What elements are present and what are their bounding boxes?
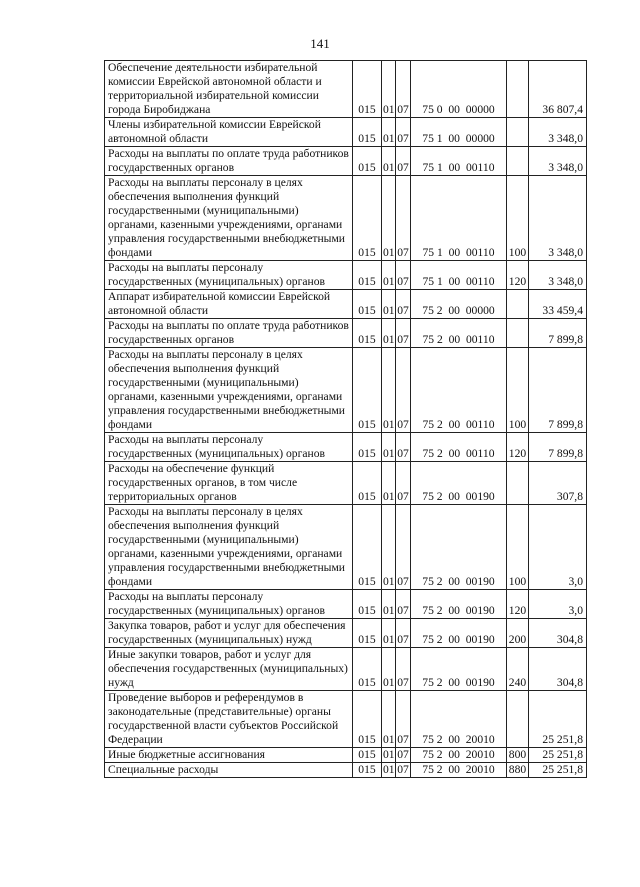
target-article-cell: 75 2 00 00190 bbox=[411, 505, 507, 590]
subsection-code-cell: 07 bbox=[396, 261, 411, 290]
row-name-cell: Обеспечение деятельности избирательной комиссии Еврейской автономной области и территориальной избирательной комиссии города Биробиджана bbox=[105, 61, 353, 118]
expense-type-cell bbox=[507, 290, 529, 319]
section-code-cell: 01 bbox=[382, 619, 396, 648]
subsection-code-cell: 07 bbox=[396, 462, 411, 505]
amount-cell: 7 899,8 bbox=[529, 348, 587, 433]
expense-type-cell: 240 bbox=[507, 648, 529, 691]
row-name-cell: Проведение выборов и референдумов в законодательные (представительные) органы государственной власти субъектов Российской Федерации bbox=[105, 691, 353, 748]
amount-cell: 7 899,8 bbox=[529, 319, 587, 348]
section-code-cell: 01 bbox=[382, 319, 396, 348]
amount-cell: 3,0 bbox=[529, 505, 587, 590]
table-row bbox=[105, 648, 587, 691]
amount-cell: 3 348,0 bbox=[529, 176, 587, 261]
amount-cell: 3 348,0 bbox=[529, 147, 587, 176]
subsection-code-cell: 07 bbox=[397, 748, 409, 761]
ministry-code-cell: 015 bbox=[353, 348, 382, 433]
subsection-code-cell: 07 bbox=[396, 290, 411, 319]
target-article-cell: 75 1 00 00110 bbox=[411, 261, 507, 290]
section-code-cell: 01 bbox=[382, 147, 396, 176]
target-article-cell: 75 2 00 00110 bbox=[411, 433, 507, 462]
target-article-cell: 75 2 00 00110 bbox=[411, 348, 507, 433]
subsection-code-cell: 07 bbox=[396, 433, 411, 462]
section-code-cell: 01 bbox=[382, 118, 396, 147]
row-name-cell: Расходы на выплаты персоналу в целях обеспечения выполнения функций государственными (муниципальными) органами, казенными учреждениями, органами управления государственными внебюджетными фондами bbox=[105, 176, 353, 261]
expense-type-cell: 880 bbox=[507, 763, 529, 778]
section-code-cell: 01 bbox=[382, 290, 396, 319]
target-article-cell: 75 1 00 00110 bbox=[411, 176, 507, 261]
amount-cell: 3 348,0 bbox=[529, 261, 587, 290]
expense-type-cell: 120 bbox=[507, 261, 529, 290]
ministry-code-cell: 015 bbox=[353, 505, 382, 590]
table-row bbox=[105, 590, 587, 619]
table-row bbox=[105, 176, 587, 261]
expense-type-cell: 120 bbox=[507, 433, 529, 462]
table-row bbox=[105, 290, 587, 319]
table-row bbox=[105, 763, 587, 778]
row-name-cell: Расходы на выплаты персоналу в целях обеспечения выполнения функций государственными (муниципальными) органами, казенными учреждениями, органами управления государственными внебюджетными фондами bbox=[105, 505, 353, 590]
subsection-code-cell: 07 bbox=[396, 147, 411, 176]
target-article-cell: 75 2 00 00190 bbox=[411, 590, 507, 619]
section-code-cell: 01 bbox=[382, 176, 396, 261]
section-code-cell: 01 bbox=[383, 748, 395, 761]
row-name-cell: Расходы на выплаты персоналу государственных (муниципальных) органов bbox=[105, 590, 353, 619]
target-article-cell: 75 1 00 00000 bbox=[411, 118, 507, 147]
amount-cell: 304,8 bbox=[529, 619, 587, 648]
expense-type-cell: 100 bbox=[507, 176, 529, 261]
table-row bbox=[105, 319, 587, 348]
expense-type-cell bbox=[507, 462, 529, 505]
subsection-code-cell: 07 bbox=[396, 691, 411, 748]
subsection-code-cell: 07 bbox=[396, 590, 411, 619]
ministry-code-cell: 015 bbox=[353, 691, 382, 748]
ministry-code-cell: 015 bbox=[353, 147, 382, 176]
page-number: 141 bbox=[310, 36, 330, 51]
expense-type-cell bbox=[507, 61, 529, 118]
table-row bbox=[105, 261, 587, 290]
expense-type-cell: 100 bbox=[507, 348, 529, 433]
section-code-cell: 01 bbox=[382, 590, 396, 619]
section-code-cell: 01 bbox=[383, 763, 395, 776]
amount-cell: 7 899,8 bbox=[529, 433, 587, 462]
amount-cell: 25 251,8 bbox=[529, 763, 587, 778]
target-article-cell: 75 2 00 00190 bbox=[411, 648, 507, 691]
row-name-cell: Расходы на выплаты персоналу в целях обеспечения выполнения функций государственными (муниципальными) органами, казенными учреждениями, органами управления государственными внебюджетными фондами bbox=[105, 348, 353, 433]
row-name-cell: Расходы на выплаты по оплате труда работников государственных органов bbox=[105, 147, 353, 176]
ministry-code-cell: 015 bbox=[353, 619, 382, 648]
expense-type-cell bbox=[507, 691, 529, 748]
row-name-cell: Аппарат избирательной комиссии Еврейской автономной области bbox=[105, 290, 353, 319]
table-row bbox=[105, 147, 587, 176]
subsection-code-cell: 07 bbox=[396, 648, 411, 691]
subsection-code-cell: 07 bbox=[396, 118, 411, 147]
row-name-cell: Расходы на выплаты по оплате труда работников государственных органов bbox=[105, 319, 353, 348]
expense-type-cell bbox=[507, 147, 529, 176]
ministry-code-cell: 015 bbox=[353, 590, 382, 619]
section-code-cell: 01 bbox=[382, 648, 396, 691]
ministry-code-cell: 015 bbox=[353, 462, 382, 505]
section-code-cell: 01 bbox=[382, 691, 396, 748]
budget-table bbox=[104, 60, 587, 778]
ministry-code-cell: 015 bbox=[353, 319, 382, 348]
expense-type-cell: 120 bbox=[507, 590, 529, 619]
amount-cell: 36 807,4 bbox=[529, 61, 587, 118]
subsection-code-cell: 07 bbox=[396, 61, 411, 118]
target-article-cell: 75 2 00 20010 bbox=[411, 748, 507, 763]
amount-cell: 25 251,8 bbox=[529, 748, 587, 763]
expense-type-cell: 800 bbox=[507, 748, 529, 763]
section-code-cell: 01 bbox=[382, 505, 396, 590]
subsection-code-cell: 07 bbox=[396, 176, 411, 261]
target-article-cell: 75 0 00 00000 bbox=[411, 61, 507, 118]
table-row bbox=[105, 348, 587, 433]
subsection-code-cell: 07 bbox=[396, 619, 411, 648]
section-code-cell: 01 bbox=[382, 261, 396, 290]
amount-cell: 307,8 bbox=[529, 462, 587, 505]
target-article-cell: 75 2 00 00190 bbox=[411, 619, 507, 648]
row-name-cell: Специальные расходы bbox=[105, 763, 353, 778]
section-code-cell: 01 bbox=[382, 462, 396, 505]
ministry-code-cell: 015 bbox=[353, 176, 382, 261]
ministry-code-cell: 015 bbox=[353, 648, 382, 691]
target-article-cell: 75 2 00 00000 bbox=[411, 290, 507, 319]
row-name-cell: Расходы на выплаты персоналу государственных (муниципальных) органов bbox=[105, 433, 353, 462]
ministry-code-cell: 015 bbox=[353, 748, 382, 763]
target-article-cell: 75 1 00 00110 bbox=[411, 147, 507, 176]
amount-cell: 3 348,0 bbox=[529, 118, 587, 147]
table-row bbox=[105, 118, 587, 147]
amount-cell: 304,8 bbox=[529, 648, 587, 691]
subsection-code-cell: 07 bbox=[397, 763, 409, 776]
row-name-cell: Расходы на выплаты персоналу государственных (муниципальных) органов bbox=[105, 261, 353, 290]
row-name-cell: Иные закупки товаров, работ и услуг для обеспечения государственных (муниципальных) нужд bbox=[105, 648, 353, 691]
ministry-code-cell: 015 bbox=[353, 61, 382, 118]
ministry-code-cell: 015 bbox=[353, 433, 382, 462]
section-code-cell: 01 bbox=[382, 433, 396, 462]
ministry-code-cell: 015 bbox=[353, 261, 382, 290]
amount-cell: 3,0 bbox=[529, 590, 587, 619]
row-name-cell: Члены избирательной комиссии Еврейской автономной области bbox=[105, 118, 353, 147]
subsection-code-cell: 07 bbox=[396, 505, 411, 590]
subsection-code-cell: 07 bbox=[396, 319, 411, 348]
row-name-cell: Закупка товаров, работ и услуг для обеспечения государственных (муниципальных) нужд bbox=[105, 619, 353, 648]
subsection-code-cell: 07 bbox=[396, 348, 411, 433]
amount-cell: 33 459,4 bbox=[529, 290, 587, 319]
target-article-cell: 75 2 00 20010 bbox=[411, 763, 507, 778]
expense-type-cell bbox=[507, 118, 529, 147]
table-row bbox=[105, 61, 587, 118]
ministry-code-cell: 015 bbox=[353, 290, 382, 319]
section-code-cell: 01 bbox=[382, 348, 396, 433]
table-body bbox=[105, 61, 587, 778]
target-article-cell: 75 2 00 00190 bbox=[411, 462, 507, 505]
table-row bbox=[105, 619, 587, 648]
expense-type-cell: 100 bbox=[507, 505, 529, 590]
section-code-cell: 01 bbox=[382, 61, 396, 118]
table-row bbox=[105, 691, 587, 748]
expense-type-cell: 200 bbox=[507, 619, 529, 648]
table-row bbox=[105, 433, 587, 462]
target-article-cell: 75 2 00 00110 bbox=[411, 319, 507, 348]
table-row bbox=[105, 748, 587, 763]
row-name-cell: Расходы на обеспечение функций государственных органов, в том числе территориальных органов bbox=[105, 462, 353, 505]
ministry-code-cell: 015 bbox=[353, 118, 382, 147]
table-row bbox=[105, 462, 587, 505]
amount-cell: 25 251,8 bbox=[529, 691, 587, 748]
expense-type-cell bbox=[507, 319, 529, 348]
table-row bbox=[105, 505, 587, 590]
row-name-cell: Иные бюджетные ассигнования bbox=[105, 748, 353, 763]
target-article-cell: 75 2 00 20010 bbox=[411, 691, 507, 748]
ministry-code-cell: 015 bbox=[353, 763, 382, 778]
